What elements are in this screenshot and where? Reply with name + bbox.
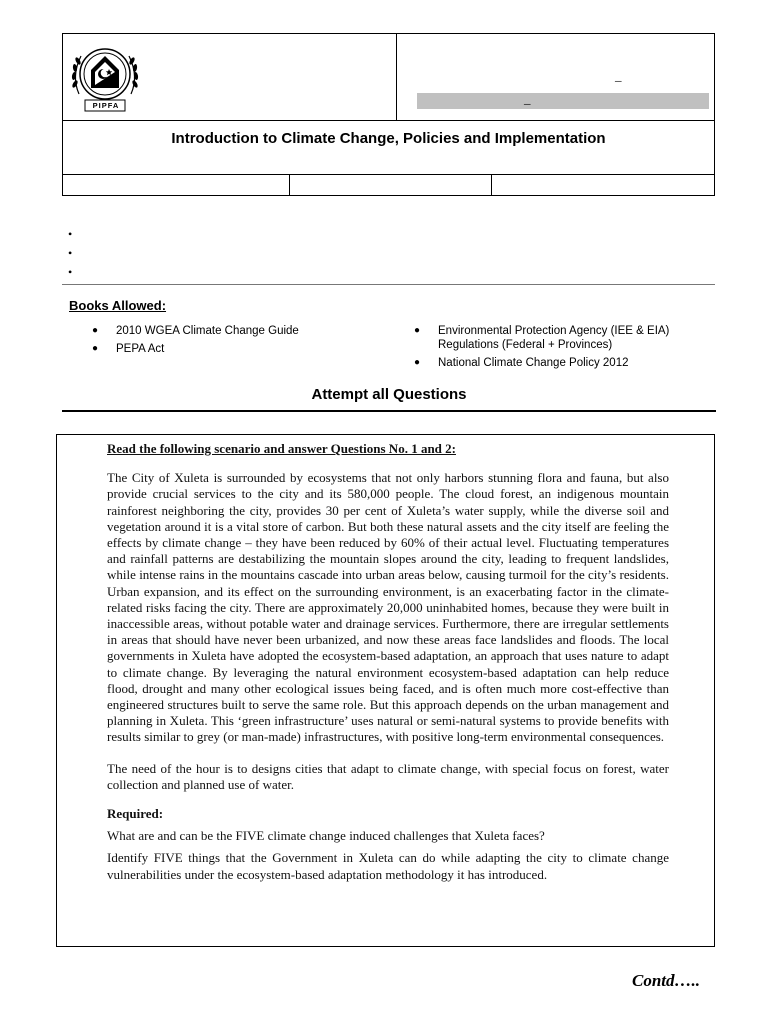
question-1: What are and can be the FIVE climate change induced challenges that Xuleta faces? (107, 828, 545, 844)
book-item: ● PEPA Act (92, 343, 165, 355)
info-cell-2 (290, 175, 492, 195)
exam-header-table (62, 33, 715, 196)
empty-bullet: • (68, 265, 73, 279)
question-2: Identify FIVE things that the Government in Xuleta can do while adapting the city to climate change vulnerabilities under the ecosystem-based adaptation methodology it has introduced. (107, 850, 669, 882)
info-cell-3 (492, 175, 714, 195)
scenario-heading: Read the following scenario and answer Questions No. 1 and 2: (107, 441, 456, 456)
separator-line (62, 284, 715, 285)
info-dash: _ (615, 68, 622, 83)
scenario-content (107, 441, 669, 883)
scenario-box (56, 434, 715, 947)
book-item: ● 2010 WGEA Climate Change Guide (92, 325, 299, 337)
scenario-paragraph: The need of the hour is to designs cities that adapt to climate change, with special focus on forest, water collection and planned use of water. (107, 760, 669, 792)
info-cell-1 (63, 175, 290, 195)
book-item: ● Environmental Protection Agency (IEE & EIA) Regulations (Federal + Provinces) (414, 325, 670, 351)
logo-label: PIPFA (92, 101, 120, 110)
course-title: Introduction to Climate Change, Policies and Implementation (171, 130, 606, 147)
exam-info-cell (397, 34, 714, 121)
book-item: ● National Climate Change Policy 2012 (414, 357, 629, 369)
continued-label: Contd….. (632, 971, 701, 990)
course-title-row (63, 121, 714, 175)
grey-bar-dash: _ (524, 91, 531, 106)
books-allowed-heading: Books Allowed: (69, 298, 167, 313)
grey-info-bar (417, 93, 709, 109)
empty-bullet: • (68, 227, 73, 241)
required-label: Required: (107, 806, 164, 822)
logo-cell (63, 34, 397, 121)
instructions-heading: Attempt all Questions (311, 386, 467, 403)
scenario-paragraph: The City of Xuleta is surrounded by ecosystems that not only harbors stunning flora and fauna, but also provide crucial services to the city and its 580,000 people. The cloud forest, an indigenous mountain rainforest neighboring the city, provides 30 per cent of Xuleta’s water supply, while the diverse soil and vegetation around it is a vital store of carbon. But both these natural assets and the city itself are feeling the effects by climate change – they have been reduced by 60% of their actual level. Fluctuating temperatures and rainfall patterns are destabilizing the mountain slopes around the city, leading to frequent landslides, while intense rains in the mountains cascade into urban areas below, causing turmoil for the city’s residents. Urban expansion, and its effect on the surrounding environment, is an exacerbating factor in the climate-related risks facing the city. There are approximately 20,000 uninhabited homes, because they were built in inaccessible areas, without potable water and drainage services. Furthermore, there are irregular settlements in areas that should have never been urbanized, and now these areas face landslides and floods. The local governments in Xuleta have adopted the ecosystem-based adaptation, an approach that uses nature to adapt to climate change. By leveraging the natural environment ecosystem-based adaptation can help reduce flood, drought and many other ecological issues being faced, and is often much more cost-effective than engineered structures built to serve the same role. But this approach depends on the urban management and planning in Xuleta. This ‘green infrastructure’ uses natural or semi-natural systems to provide benefits with results similar to grey (or man-made) infrastructures, with positive long-term environmental consequences. (107, 470, 669, 745)
empty-bullet: • (68, 246, 73, 260)
heading-underline (62, 410, 716, 412)
